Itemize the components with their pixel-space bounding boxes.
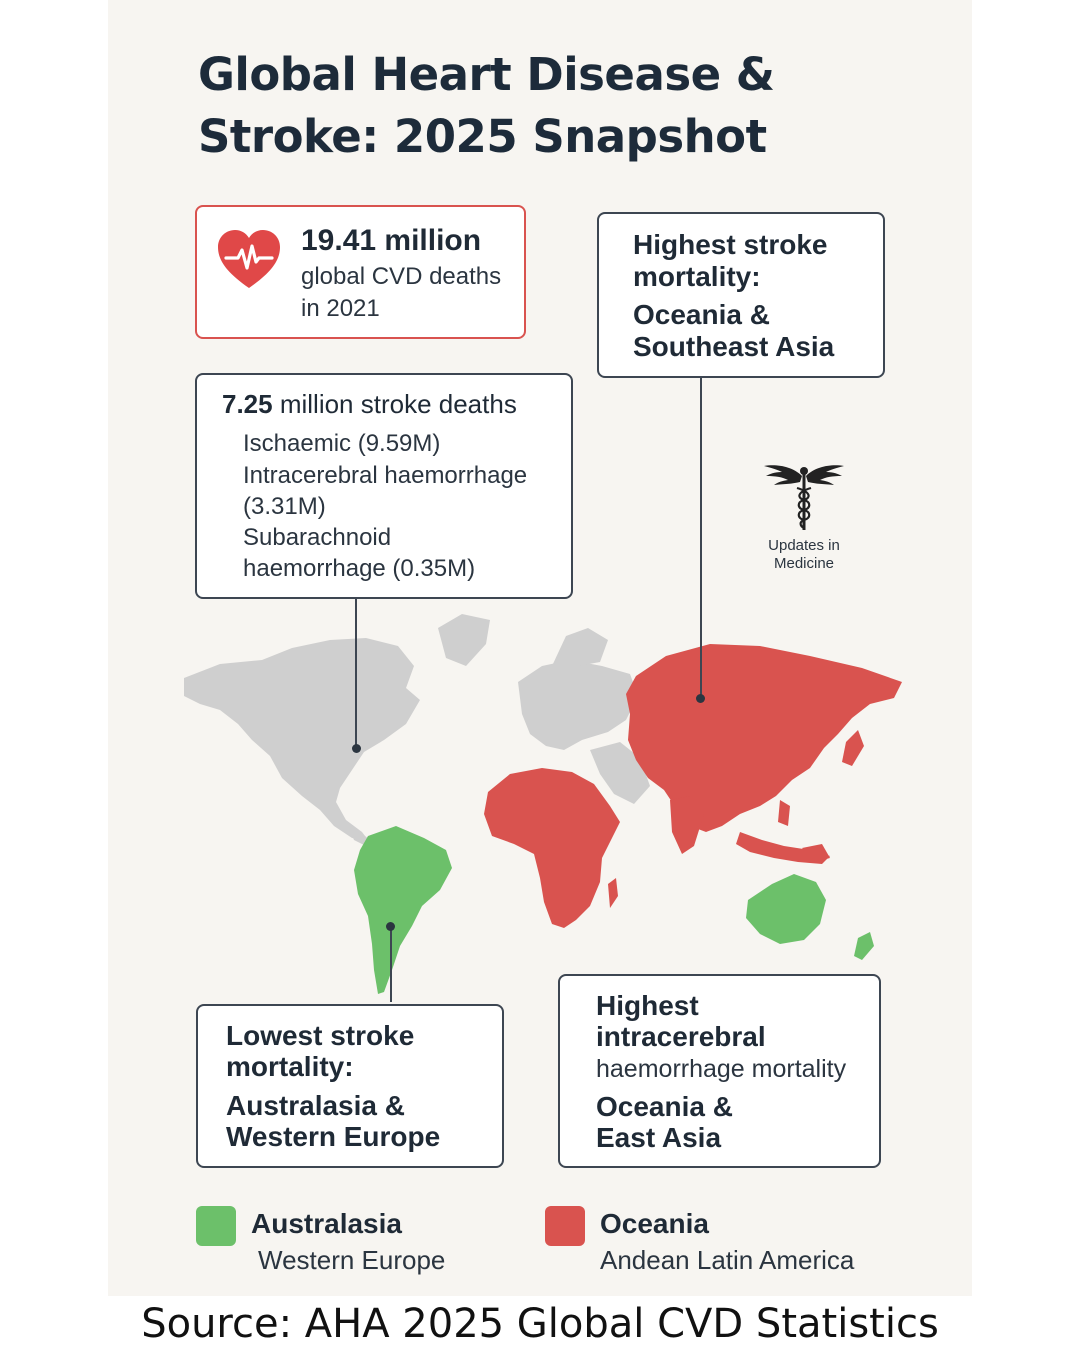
highest-stroke-region-1: Oceania & — [633, 299, 770, 330]
highest-stroke-label-1: Highest stroke — [633, 229, 828, 260]
right-wing — [806, 465, 844, 485]
stroke-deaths-label: million stroke deaths — [272, 389, 517, 419]
cvd-deaths-value: 19.41 million — [301, 224, 482, 257]
lowest-stroke-region-2: Western Europe — [226, 1121, 441, 1152]
title-line-2: Stroke: 2025 Snapshot — [198, 110, 767, 163]
legend-red-line-1: Oceania — [600, 1208, 709, 1239]
stroke-type-subarachnoid-value: haemorrhage (0.35M) — [243, 555, 476, 582]
highest-stroke-region-2: Southeast Asia — [633, 331, 835, 362]
logo-text-line-1: Updates in — [768, 537, 840, 554]
lowest-stroke-label-1: Lowest stroke — [226, 1020, 415, 1051]
stroke-deaths-headline — [222, 388, 517, 420]
map-north-america — [184, 638, 420, 840]
stroke-deaths-number: 7.25 — [222, 389, 273, 419]
map-australia — [746, 874, 826, 944]
stroke-type-subarachnoid: Subarachnoid — [243, 524, 392, 551]
world-map — [170, 600, 910, 1000]
stroke-type-intracerebral: Intracerebral haemorrhage — [243, 462, 528, 489]
lowest-stroke-label-2: mortality: — [226, 1051, 354, 1082]
map-europe — [518, 660, 638, 750]
map-philippines — [778, 800, 790, 826]
map-new-zealand — [854, 932, 874, 960]
leader-line-highest-stroke — [700, 377, 702, 697]
legend-green-line-1: Australasia — [251, 1208, 402, 1239]
map-scandinavia — [552, 628, 608, 666]
source-caption: Source: AHA 2025 Global CVD Statistics — [141, 1301, 939, 1347]
page-title — [198, 44, 918, 168]
caduceus-icon — [762, 460, 846, 532]
legend-swatch-red — [545, 1206, 585, 1246]
map-africa — [484, 768, 620, 928]
heart-ecg-icon — [216, 228, 282, 290]
map-greenland — [438, 614, 490, 666]
leader-line-lowest-stroke — [390, 926, 392, 1002]
legend-swatch-green — [196, 1206, 236, 1246]
stroke-type-intracerebral-value: (3.31M) — [243, 493, 326, 520]
ich-label-1: Highest — [596, 990, 699, 1021]
stroke-type-ischaemic: Ischaemic (9.59M) — [243, 430, 441, 457]
legend-red-line-2: Andean Latin America — [600, 1245, 855, 1275]
cvd-deaths-line-2: in 2021 — [301, 295, 380, 322]
logo-text-line-2: Medicine — [773, 555, 835, 572]
marker-south-america — [386, 922, 395, 931]
title-line-1: Global Heart Disease & — [198, 48, 775, 101]
highest-stroke-label-2: mortality: — [633, 261, 761, 292]
leader-line-stroke-deaths — [355, 598, 357, 748]
lowest-stroke-region-1: Australasia & — [226, 1090, 405, 1121]
cvd-deaths-line-1: global CVD deaths — [301, 263, 502, 290]
legend-green-line-2: Western Europe — [258, 1245, 446, 1275]
logo-text — [758, 537, 850, 573]
marker-asia — [696, 694, 705, 703]
map-japan — [842, 730, 864, 766]
map-south-america — [354, 826, 452, 994]
ich-label-3: haemorrhage mortality — [596, 1055, 847, 1083]
map-madagascar — [608, 878, 618, 908]
marker-north-america — [352, 744, 361, 753]
ich-region-1: Oceania & — [596, 1091, 733, 1122]
left-wing — [764, 465, 802, 485]
ich-region-2: East Asia — [596, 1122, 722, 1153]
ich-label-2: intracerebral — [596, 1021, 766, 1052]
